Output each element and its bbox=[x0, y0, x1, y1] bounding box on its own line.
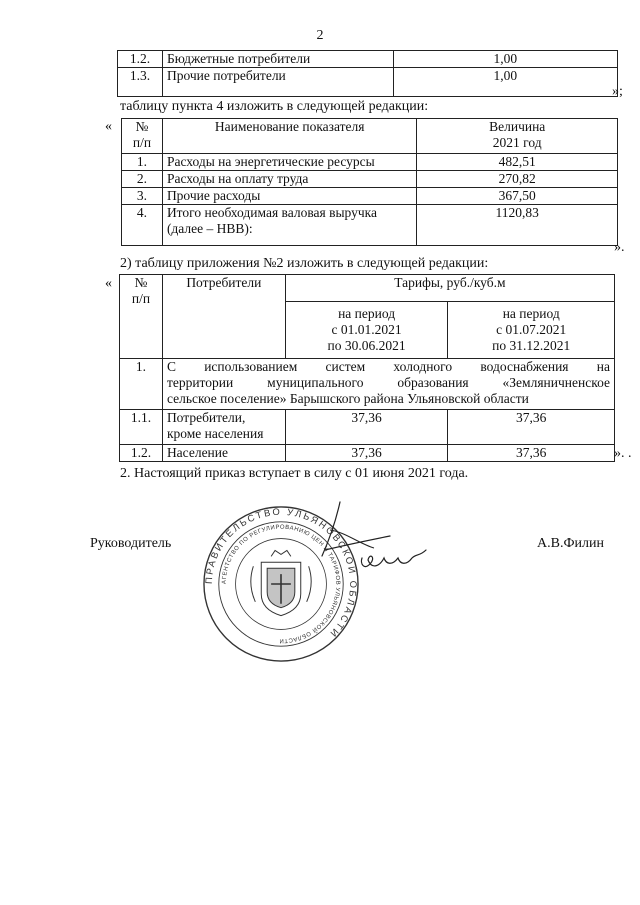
row-name: Потребители, bbox=[166, 410, 246, 425]
table-row bbox=[122, 205, 618, 246]
table-categories bbox=[117, 50, 618, 97]
row-value-period-2: 37,36 bbox=[448, 445, 615, 462]
header-num: № bbox=[135, 119, 149, 134]
table-indicators bbox=[121, 118, 618, 246]
intro-text: таблицу пункта 4 изложить в следующей редакции: bbox=[120, 99, 429, 114]
table-row bbox=[118, 68, 618, 97]
opening-quote: « bbox=[105, 119, 112, 134]
header-value: Величина bbox=[489, 119, 546, 134]
row-name: Бюджетные потребители bbox=[162, 51, 393, 68]
table-header-row bbox=[122, 119, 618, 154]
row-description-cont: территории муниципального образования «Земляничненское bbox=[166, 375, 610, 390]
row-number: 1. bbox=[122, 154, 163, 171]
row-value: 367,50 bbox=[417, 188, 618, 205]
row-description: С использованием систем холодного водоснабжения на bbox=[166, 359, 610, 374]
row-value-period-1: 37,36 bbox=[285, 445, 448, 462]
closing-quote: ». bbox=[614, 240, 625, 255]
row-name: Расходы на энергетические ресурсы bbox=[162, 154, 416, 171]
row-number: 1. bbox=[120, 359, 163, 410]
period-1-label: на период bbox=[338, 306, 396, 321]
table-header-row bbox=[120, 275, 615, 302]
table-row bbox=[122, 188, 618, 205]
row-name: Население bbox=[162, 445, 285, 462]
row-description-end: сельское поселение» Барышского района Ульяновской области bbox=[166, 391, 529, 406]
table-row bbox=[122, 154, 618, 171]
row-number: 1.2. bbox=[118, 51, 163, 68]
seal-outer-text: ПРАВИТЕЛЬСТВО УЛЬЯНОВСКОЙ ОБЛАСТИ bbox=[203, 506, 359, 641]
row-name-cont: кроме населения bbox=[166, 426, 264, 441]
table-row bbox=[120, 445, 615, 462]
closing-quote: »; bbox=[612, 84, 623, 99]
period-2-start: с 01.07.2021 bbox=[496, 322, 567, 337]
table-row bbox=[120, 410, 615, 445]
header-num-sub: п/п bbox=[131, 291, 151, 306]
period-2-label: на период bbox=[502, 306, 560, 321]
row-name: Прочие расходы bbox=[162, 188, 416, 205]
header-consumers: Потребители bbox=[162, 275, 285, 359]
period-1-start: с 01.01.2021 bbox=[331, 322, 402, 337]
signatory-role: Руководитель bbox=[90, 536, 172, 551]
row-name: Прочие потребители bbox=[162, 68, 393, 97]
page-number: 2 bbox=[316, 28, 324, 43]
seal-inner-text: АГЕНТСТВО ПО РЕГУЛИРОВАНИЮ ЦЕН И ТАРИФОВ УЛЬЯНОВСКОЙ ОБЛАСТИ bbox=[221, 524, 341, 644]
header-indicator-name: Наименование показателя bbox=[162, 119, 416, 154]
row-value: 1,00 bbox=[393, 51, 617, 68]
signatory-name: А.В.Филин bbox=[537, 536, 604, 551]
row-name: Расходы на оплату труда bbox=[162, 171, 416, 188]
table-row bbox=[120, 359, 615, 410]
row-number: 2. bbox=[122, 171, 163, 188]
period-2-end: по 31.12.2021 bbox=[492, 338, 571, 353]
row-value-period-2: 37,36 bbox=[448, 410, 615, 445]
row-value-period-1: 37,36 bbox=[285, 410, 448, 445]
trailing-dot: . bbox=[628, 446, 632, 461]
row-number: 1.1. bbox=[120, 410, 163, 445]
header-num-sub: п/п bbox=[132, 135, 152, 150]
header-num: № bbox=[134, 275, 148, 290]
closing-quote: ». bbox=[614, 446, 625, 461]
row-number: 1.3. bbox=[118, 68, 163, 97]
intro-text: 2) таблицу приложения №2 изложить в следующей редакции: bbox=[120, 256, 489, 271]
header-tariffs: Тарифы, руб./куб.м bbox=[285, 275, 614, 302]
row-number: 4. bbox=[122, 205, 163, 246]
row-value: 1120,83 bbox=[417, 205, 618, 246]
handwritten-signature bbox=[300, 500, 450, 590]
row-name-cont: (далее – НВВ): bbox=[166, 221, 253, 236]
row-number: 3. bbox=[122, 188, 163, 205]
opening-quote: « bbox=[105, 276, 112, 291]
period-1-end: по 30.06.2021 bbox=[327, 338, 406, 353]
row-value: 1,00 bbox=[393, 68, 617, 97]
header-value-year: 2021 год bbox=[492, 135, 542, 150]
row-name: Итого необходимая валовая выручка bbox=[166, 205, 377, 220]
table-tariffs bbox=[119, 274, 615, 462]
row-number: 1.2. bbox=[120, 445, 163, 462]
table-row bbox=[122, 171, 618, 188]
row-value: 482,51 bbox=[417, 154, 618, 171]
table-row bbox=[118, 51, 618, 68]
clause-text: 2. Настоящий приказ вступает в силу с 01 июня 2021 года. bbox=[120, 466, 469, 481]
row-value: 270,82 bbox=[417, 171, 618, 188]
